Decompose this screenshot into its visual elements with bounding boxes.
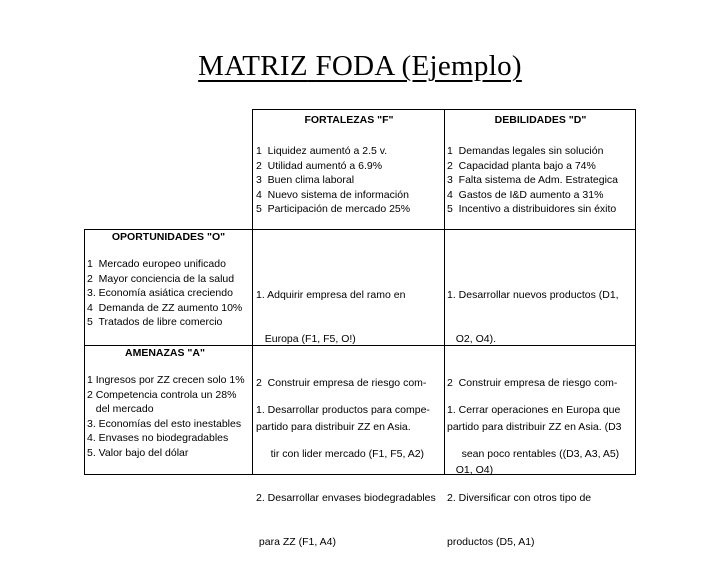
do-strategy-line: O2, O4). [447, 332, 497, 345]
debilidades-list [447, 144, 634, 217]
amenazas-list [87, 373, 250, 461]
fa-strategy-cell [256, 374, 443, 548]
fortaleza-item: 4 Nuevo sistema de información [256, 188, 409, 201]
fortalezas-heading: FORTALEZAS "F" [304, 114, 394, 126]
debilidad-item: 3 Falta sistema de Adm. Estrategica [447, 174, 618, 187]
fa-strategy-line: 2. Desarrollar envases biodegradables [256, 491, 436, 504]
amenaza-item: 5. Valor bajo del dólar [87, 446, 189, 459]
fa-strategy-line: tir con lider mercado (F1, F5, A2) [256, 447, 425, 460]
fa-strategy-line: para ZZ (F1, A4) [256, 535, 336, 548]
grid-line-left [84, 229, 85, 475]
fo-strategy-line: partido para distribuir ZZ en Asia. [256, 420, 411, 433]
fortaleza-item: 2 Utilidad aumentó a 6.9% [256, 159, 383, 172]
amenaza-item: del mercado [87, 403, 154, 416]
amenaza-item: 3. Economías del esto inestables [87, 417, 242, 430]
da-strategy-line: productos (D5, A1) [447, 535, 535, 548]
page-title [0, 48, 720, 84]
fo-strategy-line: Europa (F1, F5, O!) [256, 332, 356, 345]
grid-line-row1 [84, 229, 636, 230]
oportunidades-cell [87, 231, 250, 343]
grid-line-col1 [252, 109, 253, 475]
oportunidad-item: 4 Demanda de ZZ aumento 10% [87, 301, 243, 314]
do-strategy-line: O1, O4) [447, 464, 494, 477]
fa-strategy-line: 1. Desarrollar productos para compe- [256, 404, 430, 417]
fo-strategy-line: 1. Adquirir empresa del ramo en [256, 289, 406, 302]
amenaza-item: 1 Ingresos por ZZ crecen solo 1% [87, 374, 245, 386]
title-foda: FODA (Ejemplo) [315, 50, 522, 82]
debilidades-cell [447, 114, 634, 227]
debilidades-heading: DEBILIDADES "D" [494, 114, 587, 126]
oportunidad-item: 2 Mayor conciencia de la salud [87, 272, 235, 285]
debilidad-item: 4 Gastos de I&D aumento a 31% [447, 188, 604, 201]
title-matriz: MATRIZ [198, 50, 308, 82]
foda-matrix [84, 109, 636, 548]
fo-strategy-line: 2 Construir empresa de riesgo com- [256, 376, 427, 389]
amenaza-item: 2 Competencia controla un 28% [87, 388, 237, 401]
oportunidades-list [87, 257, 250, 330]
da-strategy-line: sean poco rentables ((D3, A3, A5) [447, 447, 620, 460]
grid-line-col2 [444, 109, 445, 475]
fortalezas-cell [256, 114, 442, 227]
fortalezas-list [256, 144, 442, 217]
debilidad-item: 2 Capacidad planta bajo a 74% [447, 159, 596, 172]
do-strategy-line: 1. Desarrollar nuevos productos (D1, [447, 289, 619, 302]
debilidad-item: 5 Incentivo a distribuidores sin éxito [447, 203, 617, 216]
da-strategy-line: 1. Cerrar operaciones en Europa que [447, 404, 621, 417]
amenaza-item: 4. Envases no biodegradables [87, 432, 229, 445]
oportunidad-item: 5 Tratados de libre comercio [87, 316, 223, 329]
grid-line-right [635, 109, 636, 475]
oportunidad-item: 3. Economía asiática creciendo [87, 287, 233, 300]
do-strategy-line: 2 Construir empresa de riesgo com- [447, 376, 618, 389]
amenazas-heading: AMENAZAS "A" [125, 347, 205, 359]
amenazas-cell [87, 347, 250, 473]
fortaleza-item: 5 Participación de mercado 25% [256, 203, 411, 216]
debilidad-item: 1 Demandas legales sin solución [447, 145, 604, 157]
oportunidades-heading: OPORTUNIDADES "O" [111, 231, 226, 243]
da-strategy-line: 2. Diversificar con otros tipo de [447, 491, 592, 504]
do-strategy-line: partido para distribuir ZZ en Asia. (D3 [447, 420, 622, 433]
fortaleza-item: 1 Liquidez aumentó a 2.5 v. [256, 145, 388, 157]
da-strategy-cell [447, 374, 634, 548]
oportunidad-item: 1 Mercado europeo unificado [87, 258, 226, 270]
fortaleza-item: 3 Buen clima laboral [256, 174, 355, 187]
